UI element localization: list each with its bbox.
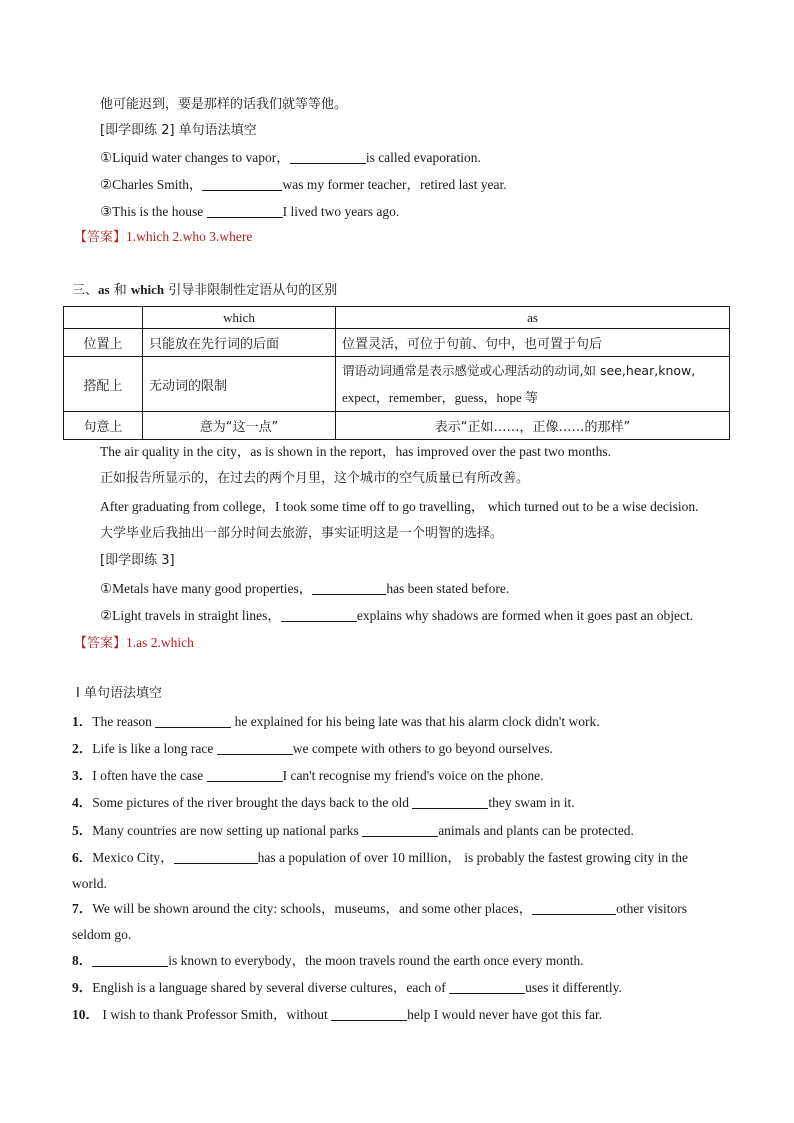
answer-blank[interactable] bbox=[331, 1006, 407, 1021]
exercise-item-8: 8． is known to everybody，the moon travels round the earth once every month. bbox=[72, 953, 584, 968]
table-cell: 位置灵活，可位于句前、句中，也可置于句后 bbox=[336, 329, 730, 357]
answer-blank[interactable] bbox=[532, 900, 616, 915]
answer-blank[interactable] bbox=[217, 740, 293, 755]
practice-3-item-2: ②Light travels in straight lines， explains why shadows are formed when it goes past an object. bbox=[100, 608, 694, 623]
exercise-item-5: 5．Many countries are now setting up national parks animals and plants can be protected. bbox=[72, 823, 634, 838]
exercise-item-3: 3．I often have the case I can't recognise my friend's voice on the phone. bbox=[72, 768, 544, 783]
answer-blank[interactable] bbox=[202, 176, 282, 191]
exercise-item-1: 1．The reason he explained for his being late was that his alarm clock didn't work. bbox=[72, 714, 600, 729]
table-cell: 表示“正如……，正像……的那样” bbox=[336, 412, 730, 440]
answer-blank[interactable] bbox=[312, 580, 386, 595]
table-row-label: 位置上 bbox=[64, 329, 143, 357]
table-cell: 只能放在先行词的后面 bbox=[143, 329, 336, 357]
practice-2-item-1: ①Liquid water changes to vapor， is called evaporation. bbox=[100, 150, 481, 165]
answer-blank[interactable] bbox=[207, 203, 283, 218]
table-row bbox=[64, 329, 730, 357]
exercises-title: Ⅰ 单句语法填空 bbox=[76, 686, 162, 701]
table-cell bbox=[64, 307, 143, 329]
answer-line-2: 【答案】1.which 2.who 3.where bbox=[74, 229, 253, 245]
exercise-item-7: 7．We will be shown around the city: schools，museums，and some other places， other visitors bbox=[72, 901, 687, 916]
example-sentence-cn: 大学毕业后我抽出一部分时间去旅游，事实证明这是一个明智的选择。 bbox=[100, 526, 504, 541]
table-row bbox=[64, 357, 730, 412]
exercise-item-4: 4．Some pictures of the river brought the days back to the old they swam in it. bbox=[72, 795, 575, 810]
answer-blank[interactable] bbox=[412, 794, 488, 809]
practice-3-title: [即学即练 3] bbox=[100, 553, 175, 568]
answer-blank[interactable] bbox=[174, 849, 258, 864]
answer-blank[interactable] bbox=[362, 822, 438, 837]
answer-line-3: 【答案】1.as 2.which bbox=[74, 635, 194, 651]
example-sentence-en: After graduating from college，I took some time off to go travelling， which turned out to be a wise decision. bbox=[100, 499, 699, 514]
answer-blank[interactable] bbox=[155, 713, 231, 728]
answer-blank[interactable] bbox=[207, 767, 283, 782]
practice-2-item-2: ②Charles Smith， was my former teacher，retired last year. bbox=[100, 177, 507, 192]
table-header-as: as bbox=[336, 307, 730, 329]
table-cell: 谓语动词通常是表示感觉或心理活动的动词,如 see,hear,know, expect，remember，guess，hope 等 bbox=[336, 357, 730, 412]
example-sentence-cn: 正如报告所显示的，在过去的两个月里，这个城市的空气质量已有所改善。 bbox=[100, 471, 530, 486]
table-cell: 无动词的限制 bbox=[143, 357, 336, 412]
practice-3-item-1: ①Metals have many good properties， has been stated before. bbox=[100, 581, 510, 596]
table-header-row bbox=[64, 307, 730, 329]
table-header-which: which bbox=[143, 307, 336, 329]
comparison-table bbox=[63, 306, 730, 440]
exercise-item-6: 6．Mexico City， has a population of over 10 million， is probably the fastest growing city in the bbox=[72, 850, 689, 865]
answer-blank[interactable] bbox=[449, 979, 525, 994]
exercise-item-10: 10． I wish to thank Professor Smith，without help I would never have got this far. bbox=[72, 1007, 603, 1022]
answer-blank[interactable] bbox=[92, 952, 168, 967]
example-sentence-cn: 他可能迟到，要是那样的话我们就等等他。 bbox=[100, 97, 348, 112]
example-sentence-en: The air quality in the city，as is shown in the report，has improved over the past two months. bbox=[100, 444, 612, 459]
section-3-heading: 三、as 和 which 引导非限制性定语从句的区别 bbox=[72, 282, 338, 298]
table-row bbox=[64, 412, 730, 440]
exercise-item-9: 9．English is a language shared by several diverse cultures，each of uses it differently. bbox=[72, 980, 622, 995]
table-row-label: 句意上 bbox=[64, 412, 143, 440]
answer-blank[interactable] bbox=[290, 149, 366, 164]
answer-blank[interactable] bbox=[281, 607, 357, 622]
table-cell: 意为“这一点” bbox=[143, 412, 336, 440]
practice-2-item-3: ③This is the house I lived two years ago. bbox=[100, 204, 400, 219]
exercise-item-7-continued: seldom go. bbox=[72, 927, 132, 942]
exercise-item-2: 2．Life is like a long race we compete with others to go beyond ourselves. bbox=[72, 741, 553, 756]
table-row-label: 搭配上 bbox=[64, 357, 143, 412]
practice-2-title: [即学即练 2] 单句语法填空 bbox=[100, 123, 257, 138]
exercise-item-6-continued: world. bbox=[72, 876, 107, 891]
